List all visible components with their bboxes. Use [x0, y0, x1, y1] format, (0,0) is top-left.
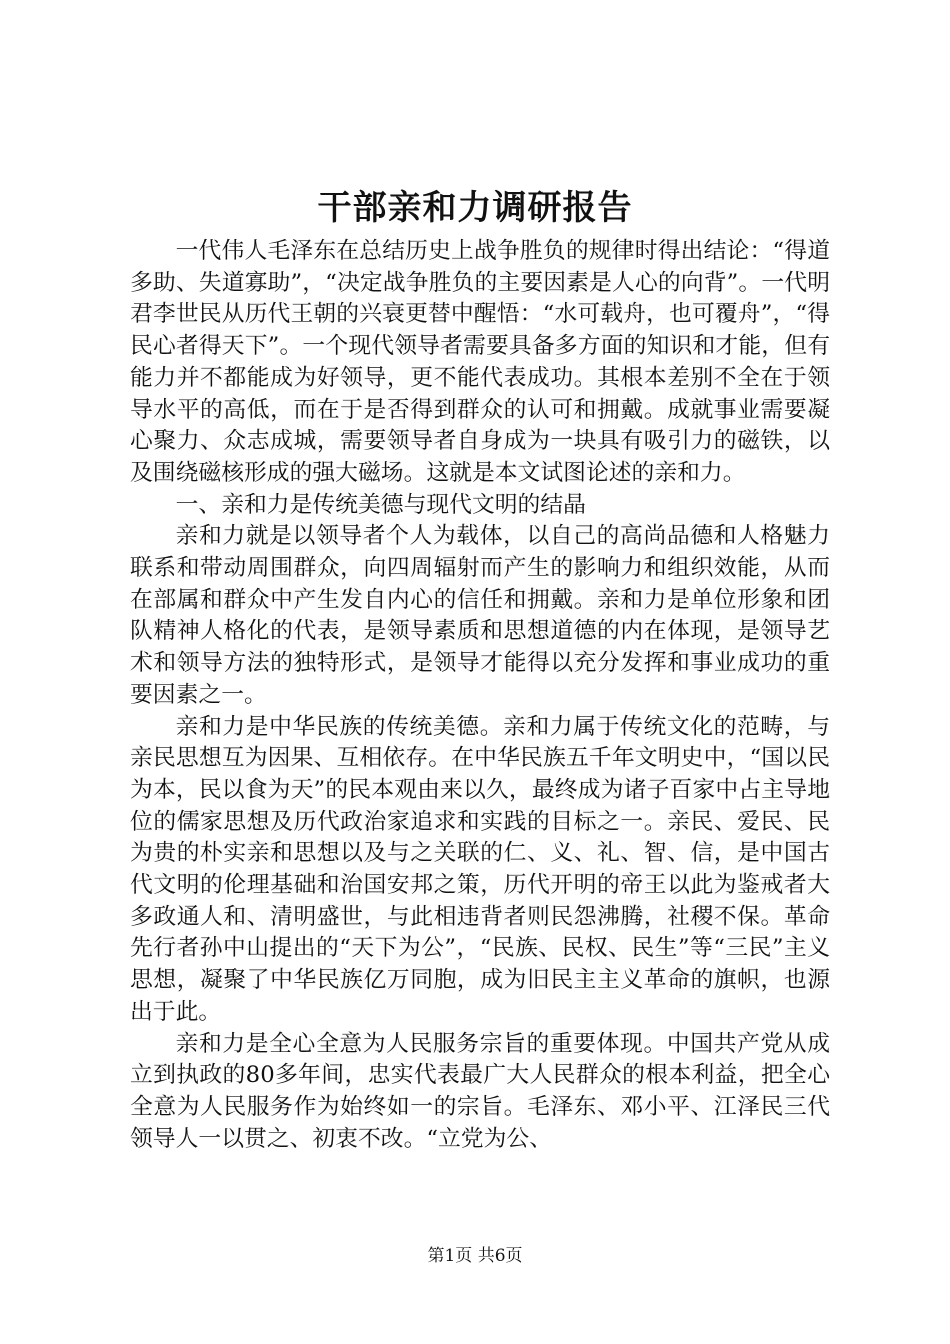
page-footer: 第1页 共6页	[427, 1246, 523, 1266]
document-body	[130, 236, 830, 1155]
section-heading-1: 一、亲和力是传统美德与现代文明的结晶	[175, 491, 586, 518]
document-title: 干部亲和力调研报告	[317, 188, 633, 228]
paragraph-tradition: 亲和力是中华民族的传统美德。亲和力属于传统文化的范畴，与亲民思想互为因果、互相依存。在中华民族五千年文明史中，“国以民为本，民以食为天”的民本观由来以久，最终成为诸子百家中占主导地位的儒家思想及历代政治家追求和实践的目标之一。亲民、爱民、民为贵的朴实亲和思想以及与之关联的仁、义、礼、智、信，是中国古代文明的伦理基础和治国安邦之策，历代开明的帝王以此为鉴戒者大多政通人和、清明盛世，与此相违背者则民怨沸腾，社稷不保。革命先行者孙中山提出的“天下为公”，“民族、民权、民生”等“三民”主义思想，凝聚了中华民族亿万同胞，成为旧民主主义革命的旗帜，也源出于此。	[130, 713, 830, 1025]
paragraph-definition: 亲和力就是以领导者个人为载体，以自己的高尚品德和人格魅力联系和带动周围群众，向四周辐射而产生的影响力和组织效能，从而在部属和群众中产生发自内心的信任和拥戴。亲和力是单位形象和团队精神人格化的代表，是领导素质和思想道德的内在体现，是领导艺术和领导方法的独特形式，是领导才能得以充分发挥和事业成功的重要因素之一。	[130, 523, 830, 708]
paragraph-intro: 一代伟人毛泽东在总结历史上战争胜负的规律时得出结论：“得道多助、失道寡助”，“决定战争胜负的主要因素是人心的向背”。一代明君李世民从历代王朝的兴衰更替中醒悟：“水可载舟，也可覆舟”，“得民心者得天下”。一个现代领导者需要具备多方面的知识和才能，但有能力并不都能成为好领导，更不能代表成功。其根本差别不全在于领导水平的高低，而在于是否得到群众的认可和拥戴。成就事业需要凝心聚力、众志成城，需要领导者自身成为一块具有吸引力的磁铁，以及围绕磁核形成的强大磁场。这就是本文试图论述的亲和力。	[130, 238, 830, 486]
paragraph-service: 亲和力是全心全意为人民服务宗旨的重要体现。中国共产党从成立到执政的80多年间，忠实代表最广大人民群众的根本利益，把全心全意为人民服务作为始终如一的宗旨。毛泽东、邓小平、江泽民三代领导人一以贯之、初衷不改。“立党为公、	[130, 1030, 830, 1152]
